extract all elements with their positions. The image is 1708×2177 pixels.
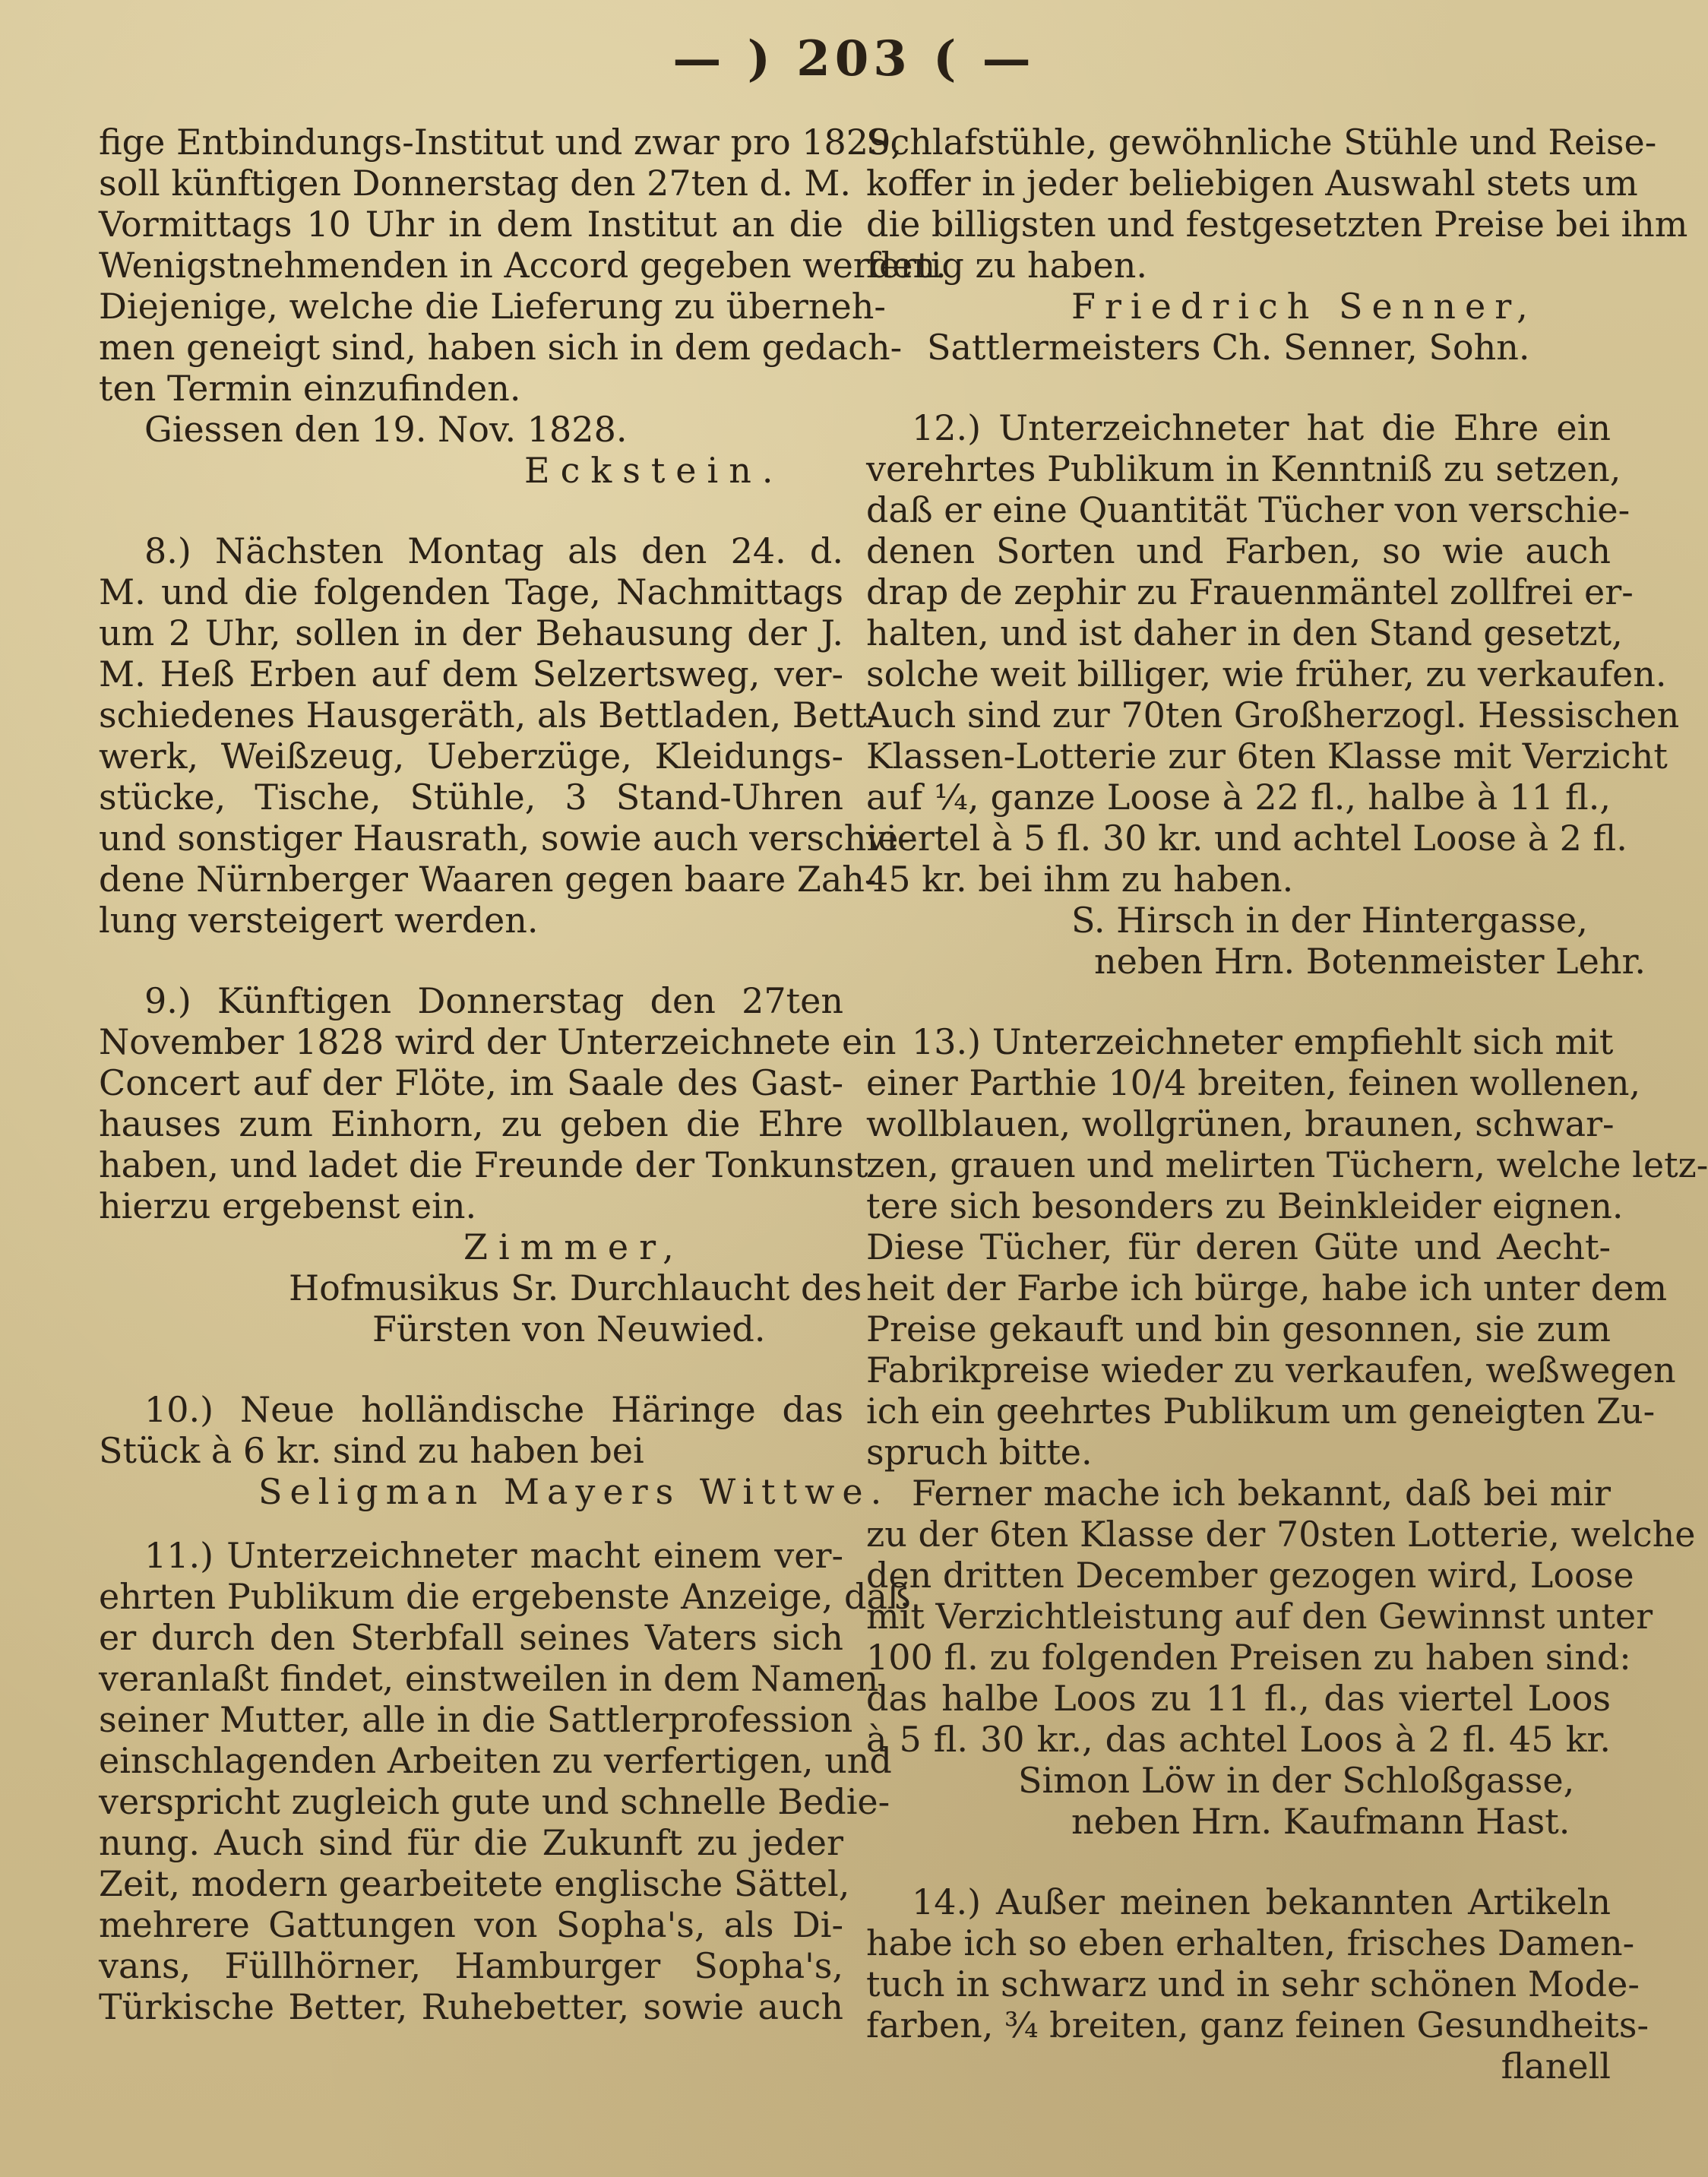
signature-title: Sattlermeisters Ch. Senner, Sohn. — [927, 327, 1530, 368]
text-line: Schlafstühle, gewöhnliche Stühle und Reise- — [866, 122, 1657, 163]
notice-8-start: 8.) Nächsten Montag als den 24. d. — [144, 530, 843, 571]
text-line: Zeit, modern gearbeitete englische Sättel, — [99, 1863, 850, 1904]
text-line: tere sich besonders zu Beinkleider eignen. — [866, 1185, 1624, 1226]
notice-11-start: 11.) Unterzeichneter macht einem ver- — [144, 1535, 843, 1576]
signature: Simon Löw in der Schloßgasse, — [1018, 1760, 1575, 1801]
signature-title: Hofmusikus Sr. Durchlaucht des — [289, 1267, 862, 1308]
text-line: tuch in schwarz und in sehr schönen Mode- — [866, 1963, 1640, 2005]
text-line: ten Termin einzufinden. — [99, 368, 521, 409]
text-line: Preise gekauft und bin gesonnen, sie zum — [866, 1308, 1611, 1350]
text-line: Fabrikpreise wieder zu verkaufen, weßwegen — [866, 1350, 1676, 1391]
text-line: vans, Füllhörner, Hamburger Sopha's, — [99, 1945, 843, 1986]
text-line: Vormittags 10 Uhr in dem Institut an die — [99, 204, 843, 245]
dateline: Giessen den 19. Nov. 1828. — [144, 409, 628, 450]
text-line: Concert auf der Flöte, im Saale des Gast- — [99, 1062, 843, 1103]
text-line: Stück à 6 kr. sind zu haben bei — [99, 1430, 644, 1471]
text-line: lung versteigert werden. — [99, 900, 539, 941]
text-line: verspricht zugleich gute und schnelle Bedie- — [99, 1781, 890, 1822]
text-line: er durch den Sterbfall seines Vaters sich — [99, 1617, 843, 1658]
text-line: M. Heß Erben auf dem Selzertsweg, ver- — [99, 653, 843, 695]
text-line: ich ein geehrtes Publikum um geneigten Zu- — [866, 1391, 1656, 1432]
signature-title: neben Hrn. Kaufmann Hast. — [1071, 1801, 1570, 1842]
text-line: wollblauen, wollgrünen, braunen, schwar- — [866, 1103, 1615, 1144]
page-header: — ) 203 ( — — [672, 30, 1036, 87]
text-line: schiedenes Hausgeräth, als Bettladen, Bett- — [99, 695, 879, 736]
text-line: haben, und ladet die Freunde der Tonkunst — [99, 1144, 868, 1185]
notice-9-start: 9.) Künftigen Donnerstag den 27ten — [144, 980, 843, 1021]
left-column — [99, 122, 947, 2027]
text-line: Diejenige, welche die Lieferung zu überneh- — [99, 286, 886, 327]
signature: Seligman Mayers Wittwe. — [258, 1471, 890, 1512]
text-line: einer Parthie 10/4 breiten, feinen wollenen, — [866, 1062, 1641, 1103]
notice-14-start: 14.) Außer meinen bekannten Artikeln — [912, 1881, 1611, 1922]
text-line: koffer in jeder beliebigen Auswahl stets um — [866, 163, 1638, 204]
text-line: werk, Weißzeug, Ueberzüge, Kleidungs- — [99, 736, 843, 777]
text-line: um 2 Uhr, sollen in der Behausung der J. — [99, 612, 843, 653]
text-line: auf ¼, ganze Loose à 22 fl., halbe à 11 fl., — [866, 777, 1611, 818]
text-line: stücke, Tische, Stühle, 3 Stand-Uhren — [99, 777, 843, 818]
text-line: Auch sind zur 70ten Großherzogl. Hessischen — [866, 695, 1680, 736]
signature: Eckstein. — [524, 450, 784, 491]
text-line: hauses zum Einhorn, zu geben die Ehre — [99, 1103, 843, 1144]
text-line: Wenigstnehmenden in Accord gegeben werden. — [99, 245, 947, 286]
text-line: dene Nürnberger Waaren gegen baare Zah- — [99, 859, 877, 900]
text-line: seiner Mutter, alle in die Sattlerprofession — [99, 1699, 853, 1740]
text-line: fertig zu haben. — [866, 245, 1147, 286]
text-line: veranlaßt findet, einstweilen in dem Namen — [99, 1658, 879, 1699]
text-line: die billigsten und festgesetzten Preise bei ihm — [866, 204, 1688, 245]
catchword: flanell — [1501, 2046, 1611, 2087]
text-line: farben, ¾ breiten, ganz feinen Gesundheits- — [866, 2005, 1649, 2046]
signature: Friedrich Senner, — [1071, 286, 1537, 327]
text-line: hierzu ergebenst ein. — [99, 1185, 477, 1226]
text-line: zu der 6ten Klasse der 70sten Lotterie, welche — [866, 1514, 1696, 1555]
text-line: den dritten December gezogen wird, Loose — [866, 1555, 1634, 1596]
text-line: M. und die folgenden Tage, Nachmittags — [99, 571, 843, 612]
right-column — [866, 122, 1708, 2087]
text-line: habe ich so eben erhalten, frisches Damen- — [866, 1922, 1635, 1963]
signature-title: neben Hrn. Botenmeister Lehr. — [1094, 941, 1646, 982]
text-line: zen, grauen und melirten Tüchern, welche letz- — [866, 1144, 1708, 1185]
text-line: spruch bitte. — [866, 1432, 1093, 1473]
text-line: November 1828 wird der Unterzeichnete ein — [99, 1021, 897, 1062]
signature: S. Hirsch in der Hintergasse, — [1071, 900, 1588, 941]
text-line: nung. Auch sind für die Zukunft zu jeder — [99, 1822, 843, 1863]
text-line: einschlagenden Arbeiten zu verfertigen, und — [99, 1740, 892, 1781]
text-line: Ferner mache ich bekannt, daß bei mir — [912, 1473, 1611, 1514]
text-line: denen Sorten und Farben, so wie auch — [866, 530, 1611, 571]
text-line: soll künftigen Donnerstag den 27ten d. M. — [99, 163, 852, 204]
notice-10-start: 10.) Neue holländische Häringe das — [144, 1389, 843, 1430]
text-line: und sonstiger Hausrath, sowie auch verschie- — [99, 818, 910, 859]
text-line: Türkische Better, Ruhebetter, sowie auch — [99, 1986, 843, 2027]
text-line: das halbe Loos zu 11 fl., das viertel Loos — [866, 1678, 1611, 1719]
signature-title: Fürsten von Neuwied. — [372, 1308, 766, 1350]
notice-12-start: 12.) Unterzeichneter hat die Ehre ein — [912, 407, 1611, 448]
text-line: heit der Farbe ich bürge, habe ich unter dem — [866, 1267, 1668, 1308]
text-line: 45 kr. bei ihm zu haben. — [866, 859, 1294, 900]
text-line: viertel à 5 fl. 30 kr. und achtel Loose à 2 fl. — [866, 818, 1627, 859]
signature: Zimmer, — [463, 1226, 685, 1267]
text-line: verehrtes Publikum in Kenntniß zu setzen, — [866, 448, 1621, 489]
text-line: ehrten Publikum die ergebenste Anzeige, daß — [99, 1576, 911, 1617]
text-line: mit Verzichtleistung auf den Gewinnst unter — [866, 1596, 1653, 1637]
text-line: solche weit billiger, wie früher, zu verkaufen. — [866, 653, 1667, 695]
text-line: mehrere Gattungen von Sopha's, als Di- — [99, 1904, 843, 1945]
text-line: drap de zephir zu Frauenmäntel zollfrei er- — [866, 571, 1634, 612]
text-line: halten, und ist daher in den Stand gesetzt, — [866, 612, 1623, 653]
text-line: men geneigt sind, haben sich in dem gedach- — [99, 327, 903, 368]
text-line: Diese Tücher, für deren Güte und Aecht- — [866, 1226, 1611, 1267]
text-line: Klassen-Lotterie zur 6ten Klasse mit Verzicht — [866, 736, 1668, 777]
text-line: 100 fl. zu folgenden Preisen zu haben sind: — [866, 1637, 1631, 1678]
notice-13-start: 13.) Unterzeichneter empfiehlt sich mit — [912, 1021, 1614, 1062]
text-line: fige Entbindungs-Institut und zwar pro 1829, — [99, 122, 902, 163]
text-line: daß er eine Quantität Tücher von verschie- — [866, 489, 1631, 530]
text-line: à 5 fl. 30 kr., das achtel Loos à 2 fl. 45 kr. — [866, 1719, 1611, 1760]
